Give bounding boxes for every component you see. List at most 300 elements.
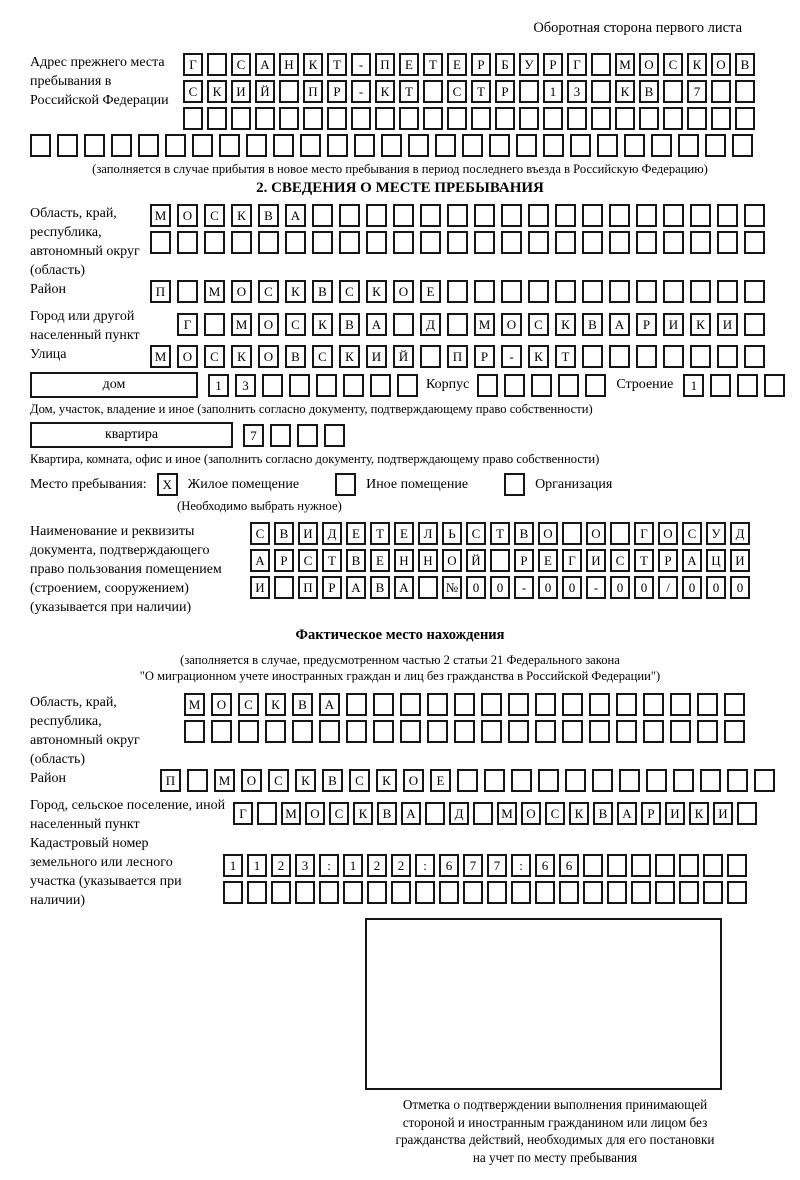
char-box[interactable]: Е bbox=[538, 549, 558, 572]
char-box[interactable] bbox=[543, 107, 563, 130]
char-box[interactable] bbox=[501, 280, 522, 303]
option-checkbox-other[interactable] bbox=[335, 473, 356, 496]
char-box[interactable] bbox=[84, 134, 105, 157]
char-box[interactable]: К bbox=[376, 769, 397, 792]
char-box[interactable] bbox=[501, 204, 522, 227]
char-box[interactable]: В bbox=[370, 576, 390, 599]
char-box[interactable] bbox=[381, 134, 402, 157]
char-box[interactable] bbox=[165, 134, 186, 157]
char-box[interactable] bbox=[679, 881, 699, 904]
char-box[interactable] bbox=[690, 204, 711, 227]
char-box[interactable] bbox=[589, 693, 610, 716]
char-box[interactable]: О bbox=[211, 693, 232, 716]
char-box[interactable] bbox=[177, 231, 198, 254]
char-box[interactable] bbox=[316, 374, 337, 397]
char-box[interactable] bbox=[744, 345, 765, 368]
char-box[interactable]: И bbox=[717, 313, 738, 336]
char-box[interactable] bbox=[231, 231, 252, 254]
char-box[interactable] bbox=[247, 881, 267, 904]
char-box[interactable] bbox=[367, 881, 387, 904]
char-box[interactable]: Г bbox=[233, 802, 253, 825]
char-box[interactable]: 0 bbox=[562, 576, 582, 599]
char-box[interactable]: С bbox=[285, 313, 306, 336]
char-box[interactable] bbox=[335, 473, 356, 496]
char-box[interactable] bbox=[408, 134, 429, 157]
char-box[interactable] bbox=[516, 134, 537, 157]
char-box[interactable]: М bbox=[150, 204, 171, 227]
char-box[interactable] bbox=[495, 107, 515, 130]
char-box[interactable]: В bbox=[377, 802, 397, 825]
char-box[interactable]: В bbox=[346, 549, 366, 572]
char-box[interactable] bbox=[327, 134, 348, 157]
char-box[interactable]: Т bbox=[327, 53, 347, 76]
char-box[interactable] bbox=[717, 280, 738, 303]
char-box[interactable] bbox=[643, 693, 664, 716]
char-box[interactable]: Б bbox=[495, 53, 515, 76]
char-box[interactable] bbox=[273, 134, 294, 157]
char-box[interactable]: X bbox=[157, 473, 178, 496]
char-box[interactable] bbox=[418, 576, 438, 599]
char-box[interactable]: В bbox=[593, 802, 613, 825]
char-box[interactable]: К bbox=[528, 345, 549, 368]
char-box[interactable] bbox=[697, 720, 718, 743]
char-box[interactable]: С bbox=[268, 769, 289, 792]
char-box[interactable] bbox=[732, 134, 753, 157]
char-box[interactable]: М bbox=[281, 802, 301, 825]
char-box[interactable]: В bbox=[312, 280, 333, 303]
char-box[interactable] bbox=[223, 881, 243, 904]
char-box[interactable] bbox=[511, 769, 532, 792]
char-box[interactable]: Р bbox=[514, 549, 534, 572]
char-box[interactable]: П bbox=[447, 345, 468, 368]
char-box[interactable]: Ь bbox=[442, 522, 462, 545]
char-box[interactable]: Р bbox=[474, 345, 495, 368]
char-box[interactable] bbox=[447, 107, 467, 130]
char-box[interactable] bbox=[616, 693, 637, 716]
char-box[interactable] bbox=[519, 80, 539, 103]
char-box[interactable] bbox=[690, 231, 711, 254]
char-box[interactable]: А bbox=[617, 802, 637, 825]
char-box[interactable] bbox=[663, 231, 684, 254]
char-box[interactable]: С bbox=[349, 769, 370, 792]
char-box[interactable]: Г bbox=[183, 53, 203, 76]
char-box[interactable] bbox=[636, 280, 657, 303]
char-box[interactable] bbox=[471, 107, 491, 130]
char-box[interactable]: 7 bbox=[463, 854, 483, 877]
char-box[interactable] bbox=[531, 374, 552, 397]
char-box[interactable]: К bbox=[339, 345, 360, 368]
char-box[interactable]: О bbox=[711, 53, 731, 76]
char-box[interactable]: В bbox=[639, 80, 659, 103]
char-box[interactable] bbox=[616, 720, 637, 743]
char-box[interactable] bbox=[399, 107, 419, 130]
char-box[interactable]: К bbox=[265, 693, 286, 716]
char-box[interactable] bbox=[454, 720, 475, 743]
char-box[interactable]: С bbox=[204, 204, 225, 227]
char-box[interactable] bbox=[663, 280, 684, 303]
char-box[interactable]: 0 bbox=[706, 576, 726, 599]
char-box[interactable]: К bbox=[312, 313, 333, 336]
char-box[interactable] bbox=[439, 881, 459, 904]
char-box[interactable]: Е bbox=[370, 549, 390, 572]
char-box[interactable] bbox=[697, 693, 718, 716]
char-box[interactable] bbox=[705, 134, 726, 157]
char-box[interactable] bbox=[727, 881, 747, 904]
char-box[interactable] bbox=[354, 134, 375, 157]
char-box[interactable] bbox=[271, 881, 291, 904]
char-box[interactable] bbox=[717, 231, 738, 254]
char-box[interactable] bbox=[687, 107, 707, 130]
char-box[interactable]: О bbox=[305, 802, 325, 825]
char-box[interactable]: М bbox=[184, 693, 205, 716]
char-box[interactable] bbox=[238, 720, 259, 743]
char-box[interactable]: О bbox=[639, 53, 659, 76]
char-box[interactable] bbox=[646, 769, 667, 792]
char-box[interactable]: О bbox=[501, 313, 522, 336]
char-box[interactable] bbox=[583, 881, 603, 904]
char-box[interactable]: К bbox=[555, 313, 576, 336]
char-box[interactable]: И bbox=[231, 80, 251, 103]
char-box[interactable]: Р bbox=[658, 549, 678, 572]
char-box[interactable]: О bbox=[241, 769, 262, 792]
char-box[interactable]: Т bbox=[634, 549, 654, 572]
char-box[interactable] bbox=[343, 881, 363, 904]
char-box[interactable] bbox=[343, 374, 364, 397]
char-box[interactable]: К bbox=[690, 313, 711, 336]
char-box[interactable] bbox=[447, 204, 468, 227]
char-box[interactable]: А bbox=[682, 549, 702, 572]
char-box[interactable]: С bbox=[663, 53, 683, 76]
char-box[interactable] bbox=[663, 80, 683, 103]
char-box[interactable] bbox=[207, 107, 227, 130]
char-box[interactable] bbox=[562, 693, 583, 716]
char-box[interactable] bbox=[370, 374, 391, 397]
char-box[interactable] bbox=[651, 134, 672, 157]
char-box[interactable] bbox=[735, 80, 755, 103]
char-box[interactable] bbox=[711, 107, 731, 130]
char-box[interactable]: Е bbox=[394, 522, 414, 545]
char-box[interactable]: О bbox=[442, 549, 462, 572]
char-box[interactable] bbox=[609, 345, 630, 368]
char-box[interactable]: 6 bbox=[559, 854, 579, 877]
char-box[interactable]: И bbox=[298, 522, 318, 545]
char-box[interactable] bbox=[592, 769, 613, 792]
char-box[interactable] bbox=[30, 134, 51, 157]
char-box[interactable] bbox=[454, 693, 475, 716]
char-box[interactable] bbox=[591, 107, 611, 130]
char-box[interactable] bbox=[562, 720, 583, 743]
char-box[interactable] bbox=[274, 576, 294, 599]
char-box[interactable] bbox=[292, 720, 313, 743]
char-box[interactable] bbox=[420, 204, 441, 227]
char-box[interactable] bbox=[504, 473, 525, 496]
char-box[interactable] bbox=[255, 107, 275, 130]
char-box[interactable] bbox=[477, 374, 498, 397]
char-box[interactable]: - bbox=[351, 53, 371, 76]
char-box[interactable] bbox=[631, 881, 651, 904]
char-box[interactable] bbox=[447, 280, 468, 303]
char-box[interactable]: С bbox=[329, 802, 349, 825]
char-box[interactable] bbox=[279, 107, 299, 130]
char-box[interactable] bbox=[192, 134, 213, 157]
char-box[interactable] bbox=[415, 881, 435, 904]
char-box[interactable]: И bbox=[713, 802, 733, 825]
char-box[interactable] bbox=[663, 345, 684, 368]
char-box[interactable] bbox=[609, 280, 630, 303]
char-box[interactable] bbox=[717, 345, 738, 368]
char-box[interactable] bbox=[265, 720, 286, 743]
char-box[interactable]: - bbox=[351, 80, 371, 103]
char-box[interactable] bbox=[339, 231, 360, 254]
char-box[interactable] bbox=[508, 720, 529, 743]
char-box[interactable]: Р bbox=[641, 802, 661, 825]
char-box[interactable] bbox=[711, 80, 731, 103]
char-box[interactable] bbox=[678, 134, 699, 157]
char-box[interactable] bbox=[643, 720, 664, 743]
char-box[interactable]: О bbox=[177, 204, 198, 227]
char-box[interactable]: Д bbox=[420, 313, 441, 336]
char-box[interactable]: С bbox=[204, 345, 225, 368]
char-box[interactable]: Т bbox=[490, 522, 510, 545]
char-box[interactable] bbox=[400, 693, 421, 716]
char-box[interactable]: С bbox=[447, 80, 467, 103]
char-box[interactable] bbox=[585, 374, 606, 397]
char-box[interactable] bbox=[423, 80, 443, 103]
char-box[interactable] bbox=[555, 280, 576, 303]
char-box[interactable]: Г bbox=[634, 522, 654, 545]
char-box[interactable] bbox=[744, 231, 765, 254]
char-box[interactable]: П bbox=[375, 53, 395, 76]
char-box[interactable] bbox=[609, 231, 630, 254]
char-box[interactable]: С bbox=[545, 802, 565, 825]
char-box[interactable] bbox=[289, 374, 310, 397]
char-box[interactable]: М bbox=[615, 53, 635, 76]
char-box[interactable] bbox=[543, 134, 564, 157]
char-box[interactable]: М bbox=[474, 313, 495, 336]
char-box[interactable] bbox=[303, 107, 323, 130]
char-box[interactable]: 1 bbox=[223, 854, 243, 877]
char-box[interactable] bbox=[655, 854, 675, 877]
char-box[interactable] bbox=[670, 720, 691, 743]
char-box[interactable]: О bbox=[393, 280, 414, 303]
char-box[interactable]: М bbox=[204, 280, 225, 303]
char-box[interactable]: В bbox=[339, 313, 360, 336]
char-box[interactable] bbox=[519, 107, 539, 130]
char-box[interactable]: Р bbox=[636, 313, 657, 336]
char-box[interactable]: 0 bbox=[730, 576, 750, 599]
char-box[interactable]: Р bbox=[322, 576, 342, 599]
char-box[interactable] bbox=[211, 720, 232, 743]
char-box[interactable] bbox=[607, 881, 627, 904]
char-box[interactable]: К bbox=[295, 769, 316, 792]
char-box[interactable]: У bbox=[519, 53, 539, 76]
char-box[interactable] bbox=[177, 280, 198, 303]
char-box[interactable]: И bbox=[665, 802, 685, 825]
char-box[interactable] bbox=[375, 107, 395, 130]
char-box[interactable]: К bbox=[569, 802, 589, 825]
char-box[interactable] bbox=[462, 134, 483, 157]
char-box[interactable] bbox=[312, 204, 333, 227]
char-box[interactable]: О bbox=[177, 345, 198, 368]
char-box[interactable] bbox=[420, 231, 441, 254]
char-box[interactable]: № bbox=[442, 576, 462, 599]
char-box[interactable]: 0 bbox=[634, 576, 654, 599]
char-box[interactable]: Р bbox=[543, 53, 563, 76]
char-box[interactable]: 2 bbox=[391, 854, 411, 877]
char-box[interactable] bbox=[246, 134, 267, 157]
char-box[interactable]: К bbox=[231, 345, 252, 368]
char-box[interactable]: П bbox=[303, 80, 323, 103]
char-box[interactable] bbox=[207, 53, 227, 76]
char-box[interactable] bbox=[474, 204, 495, 227]
char-box[interactable]: С bbox=[258, 280, 279, 303]
char-box[interactable] bbox=[490, 549, 510, 572]
char-box[interactable] bbox=[489, 134, 510, 157]
char-box[interactable] bbox=[535, 693, 556, 716]
char-box[interactable]: К bbox=[303, 53, 323, 76]
char-box[interactable]: 2 bbox=[271, 854, 291, 877]
char-box[interactable] bbox=[474, 231, 495, 254]
char-box[interactable]: - bbox=[501, 345, 522, 368]
char-box[interactable] bbox=[727, 769, 748, 792]
char-box[interactable] bbox=[481, 693, 502, 716]
char-box[interactable] bbox=[427, 693, 448, 716]
char-box[interactable] bbox=[319, 881, 339, 904]
char-box[interactable] bbox=[528, 280, 549, 303]
char-box[interactable]: 0 bbox=[466, 576, 486, 599]
char-box[interactable] bbox=[744, 313, 765, 336]
char-box[interactable]: 3 bbox=[567, 80, 587, 103]
char-box[interactable]: Д bbox=[730, 522, 750, 545]
char-box[interactable] bbox=[538, 769, 559, 792]
char-box[interactable] bbox=[487, 881, 507, 904]
char-box[interactable]: 1 bbox=[683, 374, 704, 397]
char-box[interactable] bbox=[737, 374, 758, 397]
char-box[interactable] bbox=[582, 280, 603, 303]
char-box[interactable] bbox=[710, 374, 731, 397]
char-box[interactable]: / bbox=[658, 576, 678, 599]
char-box[interactable]: - bbox=[586, 576, 606, 599]
char-box[interactable] bbox=[258, 231, 279, 254]
char-box[interactable] bbox=[619, 769, 640, 792]
char-box[interactable]: Й bbox=[393, 345, 414, 368]
char-box[interactable] bbox=[391, 881, 411, 904]
char-box[interactable] bbox=[570, 134, 591, 157]
char-box[interactable] bbox=[737, 802, 757, 825]
char-box[interactable] bbox=[481, 720, 502, 743]
char-box[interactable] bbox=[474, 280, 495, 303]
char-box[interactable]: К bbox=[375, 80, 395, 103]
char-box[interactable]: М bbox=[150, 345, 171, 368]
char-box[interactable] bbox=[609, 204, 630, 227]
char-box[interactable] bbox=[319, 720, 340, 743]
char-box[interactable]: Т bbox=[555, 345, 576, 368]
char-box[interactable]: С bbox=[610, 549, 630, 572]
char-box[interactable]: 7 bbox=[687, 80, 707, 103]
char-box[interactable] bbox=[717, 204, 738, 227]
char-box[interactable] bbox=[559, 881, 579, 904]
char-box[interactable] bbox=[204, 313, 225, 336]
char-box[interactable] bbox=[184, 720, 205, 743]
char-box[interactable]: : bbox=[511, 854, 531, 877]
char-box[interactable]: А bbox=[394, 576, 414, 599]
char-box[interactable] bbox=[631, 854, 651, 877]
char-box[interactable]: А bbox=[319, 693, 340, 716]
char-box[interactable] bbox=[562, 522, 582, 545]
char-box[interactable]: Т bbox=[423, 53, 443, 76]
char-box[interactable] bbox=[473, 802, 493, 825]
char-box[interactable]: У bbox=[706, 522, 726, 545]
char-box[interactable]: 0 bbox=[490, 576, 510, 599]
char-box[interactable]: С bbox=[528, 313, 549, 336]
char-box[interactable] bbox=[679, 854, 699, 877]
char-box[interactable] bbox=[501, 231, 522, 254]
char-box[interactable] bbox=[670, 693, 691, 716]
char-box[interactable] bbox=[663, 204, 684, 227]
char-box[interactable] bbox=[589, 720, 610, 743]
char-box[interactable]: : bbox=[319, 854, 339, 877]
char-box[interactable]: В bbox=[292, 693, 313, 716]
char-box[interactable]: О bbox=[403, 769, 424, 792]
char-box[interactable]: Ц bbox=[706, 549, 726, 572]
char-box[interactable] bbox=[744, 204, 765, 227]
char-box[interactable]: В bbox=[274, 522, 294, 545]
char-box[interactable] bbox=[535, 720, 556, 743]
char-box[interactable] bbox=[607, 854, 627, 877]
char-box[interactable] bbox=[373, 693, 394, 716]
char-box[interactable] bbox=[400, 720, 421, 743]
char-box[interactable]: А bbox=[285, 204, 306, 227]
char-box[interactable]: М bbox=[214, 769, 235, 792]
char-box[interactable]: В bbox=[258, 204, 279, 227]
char-box[interactable] bbox=[673, 769, 694, 792]
char-box[interactable]: А bbox=[250, 549, 270, 572]
char-box[interactable] bbox=[285, 231, 306, 254]
char-box[interactable] bbox=[393, 204, 414, 227]
char-box[interactable]: 3 bbox=[235, 374, 256, 397]
char-box[interactable] bbox=[567, 107, 587, 130]
char-box[interactable] bbox=[295, 881, 315, 904]
char-box[interactable] bbox=[300, 134, 321, 157]
char-box[interactable]: О bbox=[258, 313, 279, 336]
char-box[interactable] bbox=[511, 881, 531, 904]
char-box[interactable] bbox=[425, 802, 445, 825]
char-box[interactable]: К bbox=[615, 80, 635, 103]
char-box[interactable]: В bbox=[322, 769, 343, 792]
char-box[interactable] bbox=[279, 80, 299, 103]
char-box[interactable]: Т bbox=[399, 80, 419, 103]
char-box[interactable]: Л bbox=[418, 522, 438, 545]
char-box[interactable]: Г bbox=[177, 313, 198, 336]
char-box[interactable] bbox=[187, 769, 208, 792]
char-box[interactable]: И bbox=[663, 313, 684, 336]
char-box[interactable] bbox=[663, 107, 683, 130]
char-box[interactable]: 1 bbox=[343, 854, 363, 877]
char-box[interactable] bbox=[257, 802, 277, 825]
char-box[interactable]: Й bbox=[466, 549, 486, 572]
char-box[interactable]: К bbox=[366, 280, 387, 303]
char-box[interactable] bbox=[724, 693, 745, 716]
char-box[interactable]: К bbox=[689, 802, 709, 825]
char-box[interactable]: Г bbox=[567, 53, 587, 76]
char-box[interactable]: Г bbox=[562, 549, 582, 572]
char-box[interactable] bbox=[764, 374, 785, 397]
char-box[interactable] bbox=[624, 134, 645, 157]
char-box[interactable]: М bbox=[231, 313, 252, 336]
char-box[interactable] bbox=[615, 107, 635, 130]
char-box[interactable]: К bbox=[207, 80, 227, 103]
char-box[interactable]: О bbox=[258, 345, 279, 368]
